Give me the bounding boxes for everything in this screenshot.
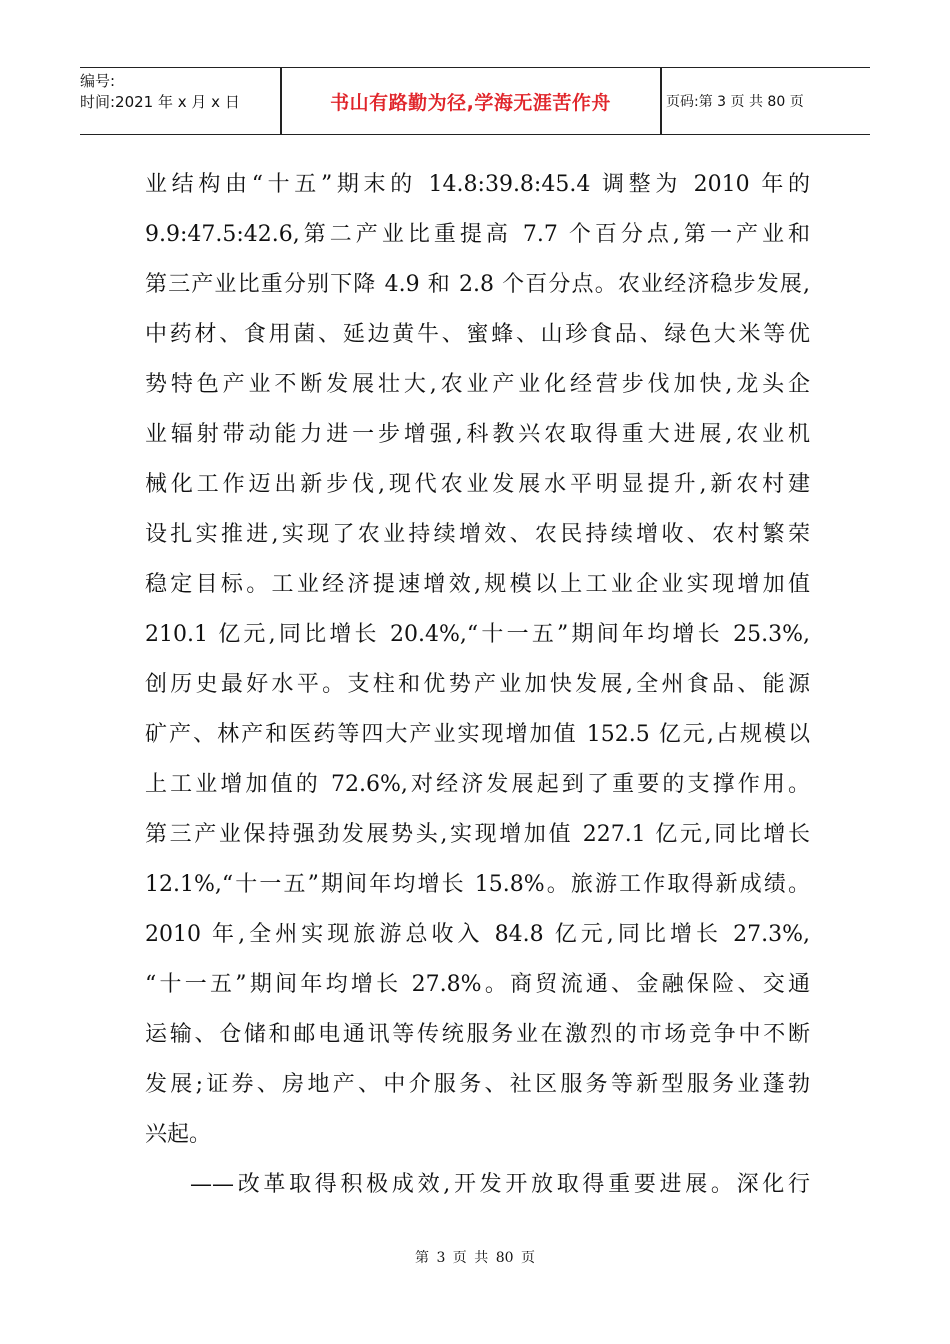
header-page-info: 页码:第 3 页 共 80 页 [666, 94, 804, 110]
body-line: 210.1 亿元,同比增长 20.4%,“十一五”期间年均增长 25.3%, [145, 622, 810, 647]
body-line: 发展;证券、房地产、中介服务、社区服务等新型服务业蓬勃 [145, 1072, 810, 1097]
body-line: 运输、仓储和邮电通讯等传统服务业在激烈的市场竞争中不断 [145, 1022, 810, 1047]
body-line: 设扎实推进,实现了农业持续增效、农民持续增收、农村繁荣 [145, 522, 810, 547]
body-line: 械化工作迈出新步伐,现代农业发展水平明显提升,新农村建 [145, 472, 810, 497]
body-line: 9.9:47.5:42.6,第二产业比重提高 7.7 个百分点,第一产业和 [145, 222, 810, 247]
header-motto: 书山有路勤为径,学海无涯苦作舟 [330, 91, 611, 114]
document-time-label: 时间:2021 年 x 月 x 日 [80, 93, 240, 111]
body-line: 2010 年,全州实现旅游总收入 84.8 亿元,同比增长 27.3%, [145, 922, 810, 947]
document-number-label: 编号: [80, 72, 116, 90]
body-line: 兴起。 [145, 1122, 212, 1147]
page-header [80, 67, 870, 135]
body-line-new-paragraph: ——改革取得积极成效,开发开放取得重要进展。深化行 [190, 1172, 810, 1197]
body-line: “十一五”期间年均增长 27.8%。商贸流通、金融保险、交通 [145, 972, 810, 997]
page-footer: 第 3 页 共 80 页 [415, 1250, 535, 1266]
body-line: 中药材、食用菌、延边黄牛、蜜蜂、山珍食品、绿色大米等优 [145, 322, 810, 347]
body-line: 矿产、林产和医药等四大产业实现增加值 152.5 亿元,占规模以 [145, 722, 810, 747]
body-line: 上工业增加值的 72.6%,对经济发展起到了重要的支撑作用。 [145, 772, 810, 797]
body-line: 第三产业比重分别下降 4.9 和 2.8 个百分点。农业经济稳步发展, [145, 272, 810, 297]
body-line: 12.1%,“十一五”期间年均增长 15.8%。旅游工作取得新成绩。 [145, 872, 810, 897]
body-line: 创历史最好水平。支柱和优势产业加快发展,全州食品、能源 [145, 672, 810, 697]
body-line: 势特色产业不断发展壮大,农业产业化经营步伐加快,龙头企 [145, 372, 810, 397]
header-meta [80, 68, 280, 134]
body-paragraph [145, 160, 810, 1210]
body-line: 业辐射带动能力进一步增强,科教兴农取得重大进展,农业机 [145, 422, 810, 447]
header-divider-right [660, 68, 662, 134]
body-line: 第三产业保持强劲发展势头,实现增加值 227.1 亿元,同比增长 [145, 822, 810, 847]
body-line: 稳定目标。工业经济提速增效,规模以上工业企业实现增加值 [145, 572, 810, 597]
body-line: 业结构由“十五”期末的 14.8:39.8:45.4 调整为 2010 年的 [145, 172, 810, 197]
